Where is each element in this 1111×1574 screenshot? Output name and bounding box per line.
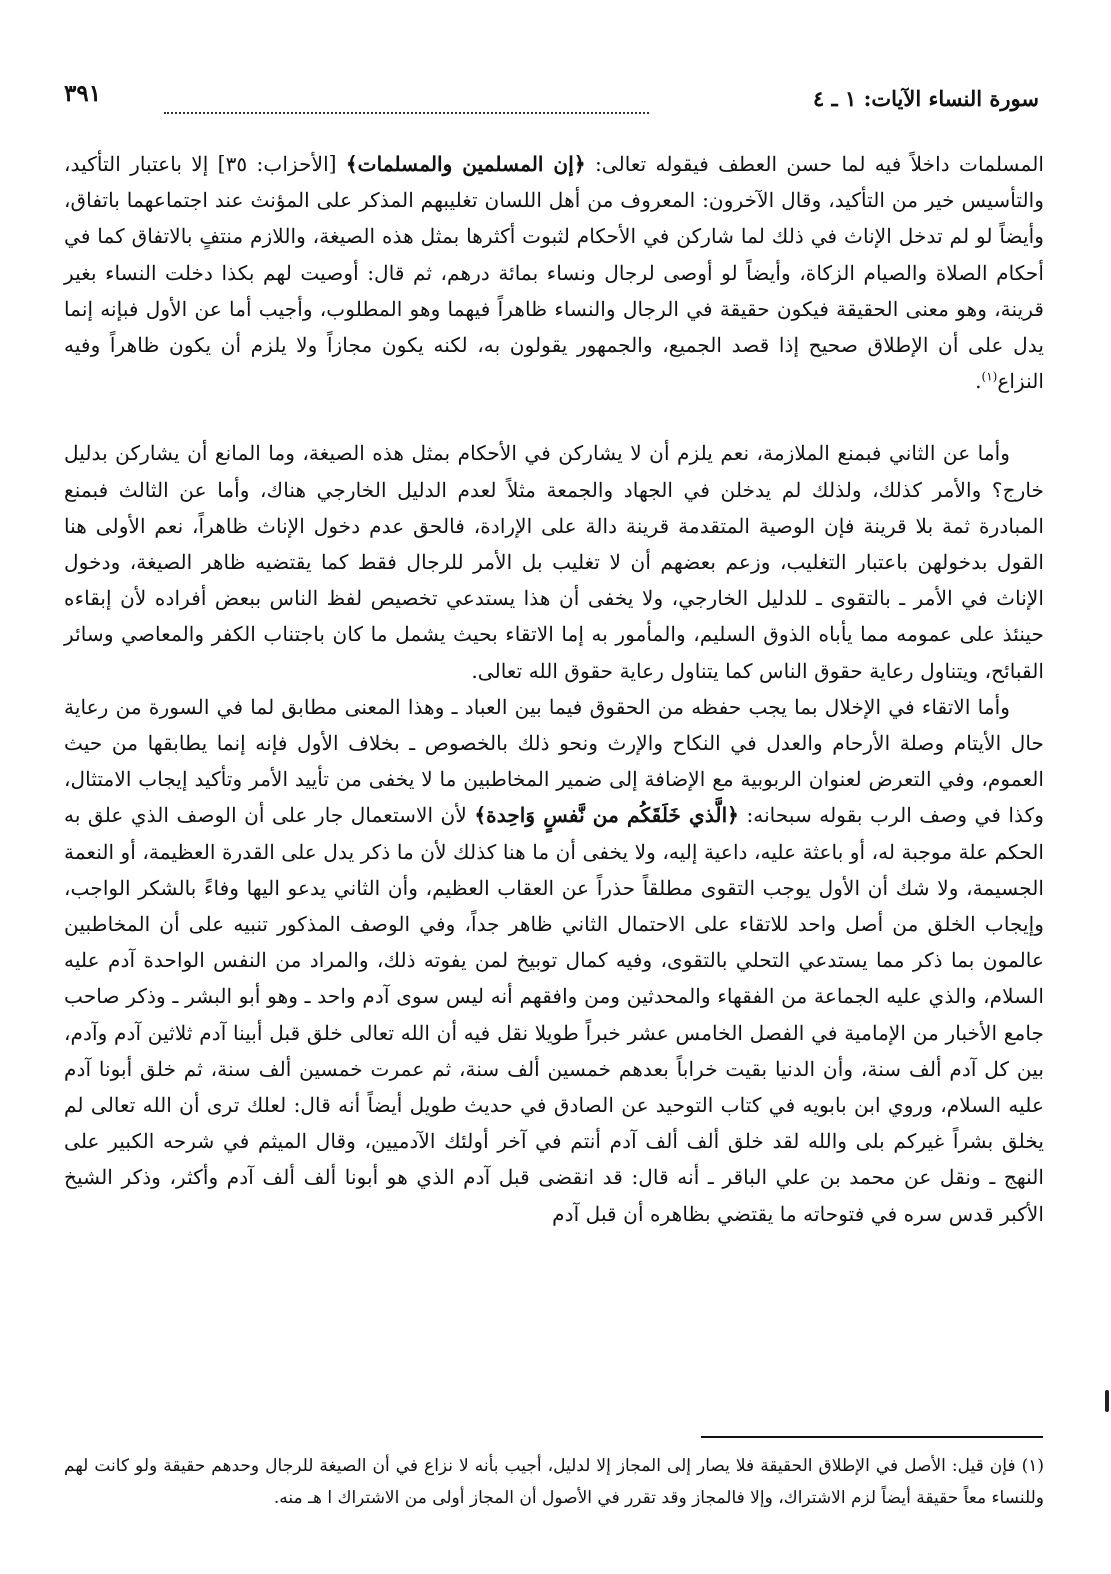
footnotes: [64, 1450, 1044, 1514]
paragraph-1-text-b: [الأحزاب: ٣٥] إلا باعتبار التأكيد، والتأسيس خير من التأكيد، وقال الآخرون: المعروف من أهل اللسان تغليبهم المذكر على المؤنث عند اجتماعهما باتفاق، وأيضاً لو لم تدخل الإناث في ذلك لما شاركن في الأحكام لثبوت أكثرها بمثل هذه الصيغة، واللازم منتفٍ بالاتفاق كما في أحكام الصلاة والصيام الزكاة، وأيضاً لو أوصى لرجال ونساء بمائة درهم، ثم قال: أوصيت لهم بكذا دخلت النساء بغير قرينة، وهو معنى الحقيقة فيكون حقيقة في الرجال والنساء ظاهراً فيهما وهو المطلوب، وأجيب أما عن الأول فبإنه إنما يدل على أن الإطلاق صحيح إذا قصد الجميع، والجمهور يقولون به، لكنه يكون مجازاً ولا يلزم أن يكون ظاهراً وفيه النزاع: [64, 152, 1044, 394]
page-edge-mark: [1105, 1390, 1109, 1412]
paragraph-3-text-a: وأما الاتقاء في الإخلال بما يجب حفظه من الحقوق فيما بين العباد ـ وهذا المعنى مطابق لما في السورة من رعاية حال الأيتام وصلة الأرحام والعدل في النكاح والإرث ونحو ذلك بالخصوص ـ بخلاف الأول فإنه إنما يطابقها من حيث العموم، وفي التعرض لعنوان الربوبية مع الإضافة إلى ضمير المخاطبين ما لا يخفى من تأييد الأمر وتأكيد إيجاب الامتثال، وكذا في وصف الرب بقوله سبحانه:: [64, 694, 1044, 828]
dotted-leader: [164, 112, 649, 114]
page-number: ٣٩١: [64, 80, 102, 107]
paragraph-gap: [64, 399, 1044, 435]
quran-verse-nafs-wahida: ﴿الَّذي خَلَقَكُم من نَّفسٍ وَاحِدة﴾: [474, 803, 740, 828]
main-text: [64, 146, 1044, 1232]
footnote-1: (١) فإن قيل: الأصل في الإطلاق الحقيقة فلا يصار إلى المجاز إلا لدليل، أجيب بأنه لا نزاع في أن الصيغة للرجال وحدهم حقيقة ولو كانت لهم وللنساء معاً حقيقة أيضاً لزم الاشتراك، وإلا فالمجاز وقد تقرر في الأصول أن المجاز أولى من الاشتراك ا هـ منه.: [64, 1456, 1044, 1508]
paragraph-3: [64, 689, 1044, 1232]
paragraph-1-text-c: .: [975, 369, 982, 394]
paragraph-1: [64, 146, 1044, 399]
running-header: [64, 80, 1039, 126]
footnote-separator: [701, 1436, 1043, 1438]
paragraph-2: وأما عن الثاني فبمنع الملازمة، نعم يلزم أن لا يشاركن في الأحكام بمثل هذه الصيغة، وما المانع أن يشاركن بدليل خارج؟ والأمر كذلك، ولذلك لم يدخلن في الجهاد والجمعة مثلاً لعدم الدليل الخارجي هناك، وأما عن الثالث فبمنع المبادرة ثمة بلا قرينة فإن الوصية المتقدمة قرينة دالة على الإرادة، فالحق عدم دخول الإناث ظاهراً، نعم الأولى هنا القول بدخولهن باعتبار التغليب، وزعم بعضهم أن لا تغليب بل الأمر للرجال فقط كما يقتضيه ظاهر الصيغة، ودخول الإناث في الأمر ـ بالتقوى ـ للدليل الخارجي، ولا يخفى أن هذا يستدعي تخصيص لفظ الناس ببعض أفراده لأن إبقاءه حينئذ على عمومه مما يأباه الذوق السليم، والمأمور به إما الاتقاء بحيث يشمل ما كان باجتناب الكفر والمعاصي وسائر القبائح، ويتناول رعاية حقوق الناس كما يتناول رعاية حقوق الله تعالى.: [64, 441, 1044, 683]
paragraph-3-text-b: لأن الاستعمال جار على أن الوصف الذي علق به الحكم علة موجبة له، أو باعثة عليه، داعية إليه، ولا يخفى أن ما هنا كذلك لأن ما ذكر يدل على القدرة العظيمة، أو النعمة الجسيمة، ولا شك أن الأول يوجب التقوى مطلقاً حذراً عن العقاب العظيم، وأن الثاني يدعو اليها وفاءً بالشكر الواجب، وإيجاب الخلق من أصل واحد للاتقاء على الاحتمال الثاني ظاهر جداً، وفي الوصف المذكور تنبيه على أن المخاطبين عالمون بما ذكر مما يستدعي التحلي بالتقوى، وفيه كمال توبيخ لمن يفوته ذلك، والمراد من النفس الواحدة آدم عليه السلام، والذي عليه الجماعة من الفقهاء والمحدثين ومن وافقهم أنه ليس سوى آدم واحد ـ وهو أبو البشر ـ وذكر صاحب جامع الأخبار من الإمامية في الفصل الخامس عشر خبراً طويلا نقل فيه أن الله تعالى خلق قبل أبينا آدم ثلاثين آدم وآدم، بين كل آدم ألف سنة، وأن الدنيا بقيت خراباً بعدهم خمسين ألف سنة، ثم عمرت خمسين ألف سنة، ثم خلق أبونا آدم عليه السلام، وروي ابن بابويه في كتاب التوحيد عن الصادق في حديث طويل أيضاً أنه قال: لعلك ترى أن الله تعالى لم يخلق بشراً غيركم بلى والله لقد خلق ألف ألف آدم أنتم في آخر أولئك الآدميين، وقال الميثم في شرحه الكبير على النهج ـ ونقل عن محمد بن علي الباقر ـ أنه قال: قد انقضى قبل آدم الذي هو أبونا ألف ألف آدم وأكثر، وذكر الشيخ الأكبر قدس سره في فتوحاته ما يقتضي بظاهره أن قبل آدم: [64, 803, 1044, 1226]
paragraph-1-text-a: المسلمات داخلاً فيه لما حسن العطف فيقوله تعالى:: [585, 152, 1044, 176]
running-title: سورة النساء الآيات: ١ ـ ٤: [812, 86, 1039, 111]
quran-verse-ahzab: ﴿إن المسلمين والمسلمات﴾: [345, 152, 586, 176]
footnote-ref-1[interactable]: (١): [981, 369, 998, 384]
